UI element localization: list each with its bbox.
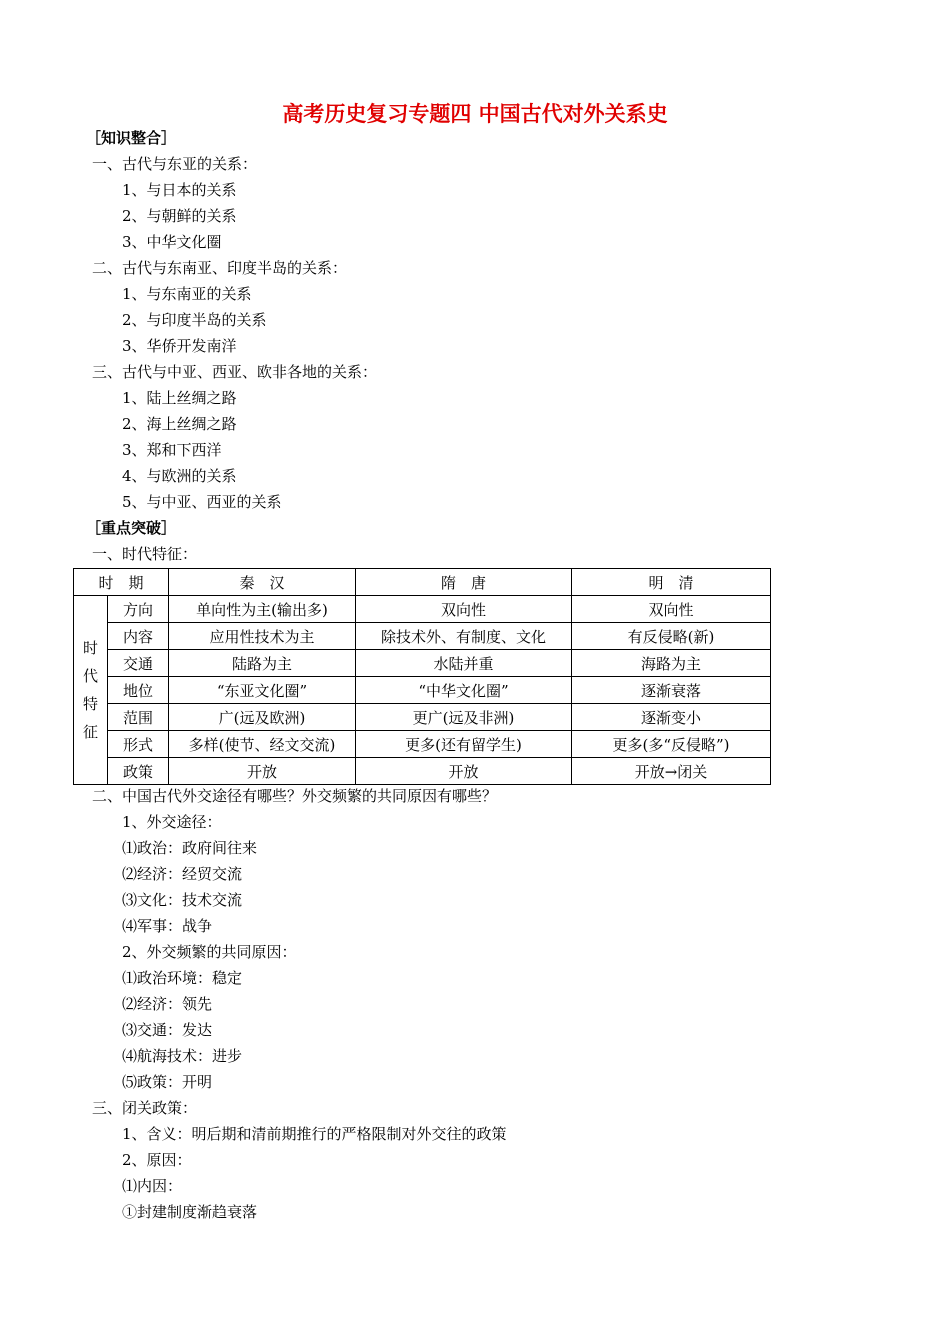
table-header-cell: 隋 唐 — [356, 569, 572, 596]
list-item: ⑸政策：开明 — [122, 1073, 213, 1091]
table-cell: 开放→闭关 — [572, 758, 771, 785]
list-item: 3、华侨开发南洋 — [122, 337, 237, 355]
table-row — [74, 677, 771, 704]
table-cell: 水陆并重 — [356, 650, 572, 677]
list-item: ⑴内因： — [122, 1177, 183, 1195]
table-group-label — [74, 596, 108, 785]
table-row — [74, 704, 771, 731]
table-cell: “东亚文化圈” — [169, 677, 356, 704]
row-label: 范围 — [108, 704, 169, 731]
table-cell: 单向性为主(输出多) — [169, 596, 356, 623]
group-label-char: 时 — [82, 639, 98, 657]
table-header-cell: 秦 汉 — [169, 569, 356, 596]
list-item: 1、与东南亚的关系 — [122, 285, 252, 303]
row-label: 形式 — [108, 731, 169, 758]
group-label-char: 征 — [82, 723, 98, 741]
table-cell: 双向性 — [572, 596, 771, 623]
table-cell: 逐渐衰落 — [572, 677, 771, 704]
table-cell: 应用性技术为主 — [169, 623, 356, 650]
table-cell: 逐渐变小 — [572, 704, 771, 731]
table-cell: 陆路为主 — [169, 650, 356, 677]
table-cell: 海路为主 — [572, 650, 771, 677]
era-features-table — [73, 568, 771, 785]
list-item: 1、含义：明后期和清前期推行的严格限制对外交往的政策 — [122, 1125, 507, 1143]
document-title: 高考历史复习专题四 中国古代对外关系史 — [282, 102, 668, 126]
list-item: 1、外交途径： — [122, 813, 222, 831]
list-item: 2、外交频繁的共同原因： — [122, 943, 297, 961]
list-item: ⑴政治：政府间往来 — [122, 839, 258, 857]
list-item: 5、与中亚、西亚的关系 — [122, 493, 282, 511]
table-header-cell: 时 期 — [74, 569, 169, 596]
list-item: 3、中华文化圈 — [122, 233, 222, 251]
part-title: 三、古代与中亚、西亚、欧非各地的关系： — [92, 363, 378, 381]
table-cell: 更多(多“反侵略”) — [572, 731, 771, 758]
list-item: 4、与欧洲的关系 — [122, 467, 237, 485]
list-item: ⑵经济：领先 — [122, 995, 213, 1013]
list-item: 2、与朝鲜的关系 — [122, 207, 237, 225]
part-title: 二、中国古代外交途径有哪些？外交频繁的共同原因有哪些？ — [92, 787, 498, 805]
row-label: 政策 — [108, 758, 169, 785]
list-item: ⑷航海技术：进步 — [122, 1047, 243, 1065]
part-title: 一、古代与东亚的关系： — [92, 155, 258, 173]
row-label: 方向 — [108, 596, 169, 623]
section-heading-focus: ［重点突破］ — [86, 519, 177, 537]
list-item: ⑶文化：技术交流 — [122, 891, 243, 909]
list-item: 3、郑和下西洋 — [122, 441, 222, 459]
list-item: ⑵经济：经贸交流 — [122, 865, 243, 883]
table-cell: 多样(使节、经文交流) — [169, 731, 356, 758]
list-item: ⑷军事：战争 — [122, 917, 213, 935]
part-title: 三、闭关政策： — [92, 1099, 198, 1117]
part-title: 二、古代与东南亚、印度半岛的关系： — [92, 259, 348, 277]
table-row — [74, 758, 771, 785]
table-cell: 广(远及欧洲) — [169, 704, 356, 731]
table-row — [74, 650, 771, 677]
table-cell: 开放 — [356, 758, 572, 785]
list-item: 2、海上丝绸之路 — [122, 415, 237, 433]
list-item: ⑶交通：发达 — [122, 1021, 213, 1039]
list-item: 1、与日本的关系 — [122, 181, 237, 199]
row-label: 地位 — [108, 677, 169, 704]
group-label-char: 特 — [82, 695, 98, 713]
row-label: 内容 — [108, 623, 169, 650]
table-row — [74, 596, 771, 623]
table-header-cell: 明 清 — [572, 569, 771, 596]
group-label-char: 代 — [82, 667, 98, 685]
table-cell: “中华文化圈” — [356, 677, 572, 704]
table-row — [74, 623, 771, 650]
section-heading-knowledge: ［知识整合］ — [86, 129, 177, 147]
table-cell: 更多(还有留学生) — [356, 731, 572, 758]
list-item: ①封建制度渐趋衰落 — [122, 1203, 258, 1221]
table-cell: 开放 — [169, 758, 356, 785]
table-row — [74, 731, 771, 758]
row-label: 交通 — [108, 650, 169, 677]
table-header-row — [74, 569, 771, 596]
list-item: 2、与印度半岛的关系 — [122, 311, 267, 329]
list-item: 2、原因： — [122, 1151, 192, 1169]
table-cell: 双向性 — [356, 596, 572, 623]
table-cell: 有反侵略(新) — [572, 623, 771, 650]
table-cell: 除技术外、有制度、文化 — [356, 623, 572, 650]
list-item: 1、陆上丝绸之路 — [122, 389, 237, 407]
table-cell: 更广(远及非洲) — [356, 704, 572, 731]
list-item: ⑴政治环境：稳定 — [122, 969, 243, 987]
part-title: 一、时代特征： — [92, 545, 198, 563]
